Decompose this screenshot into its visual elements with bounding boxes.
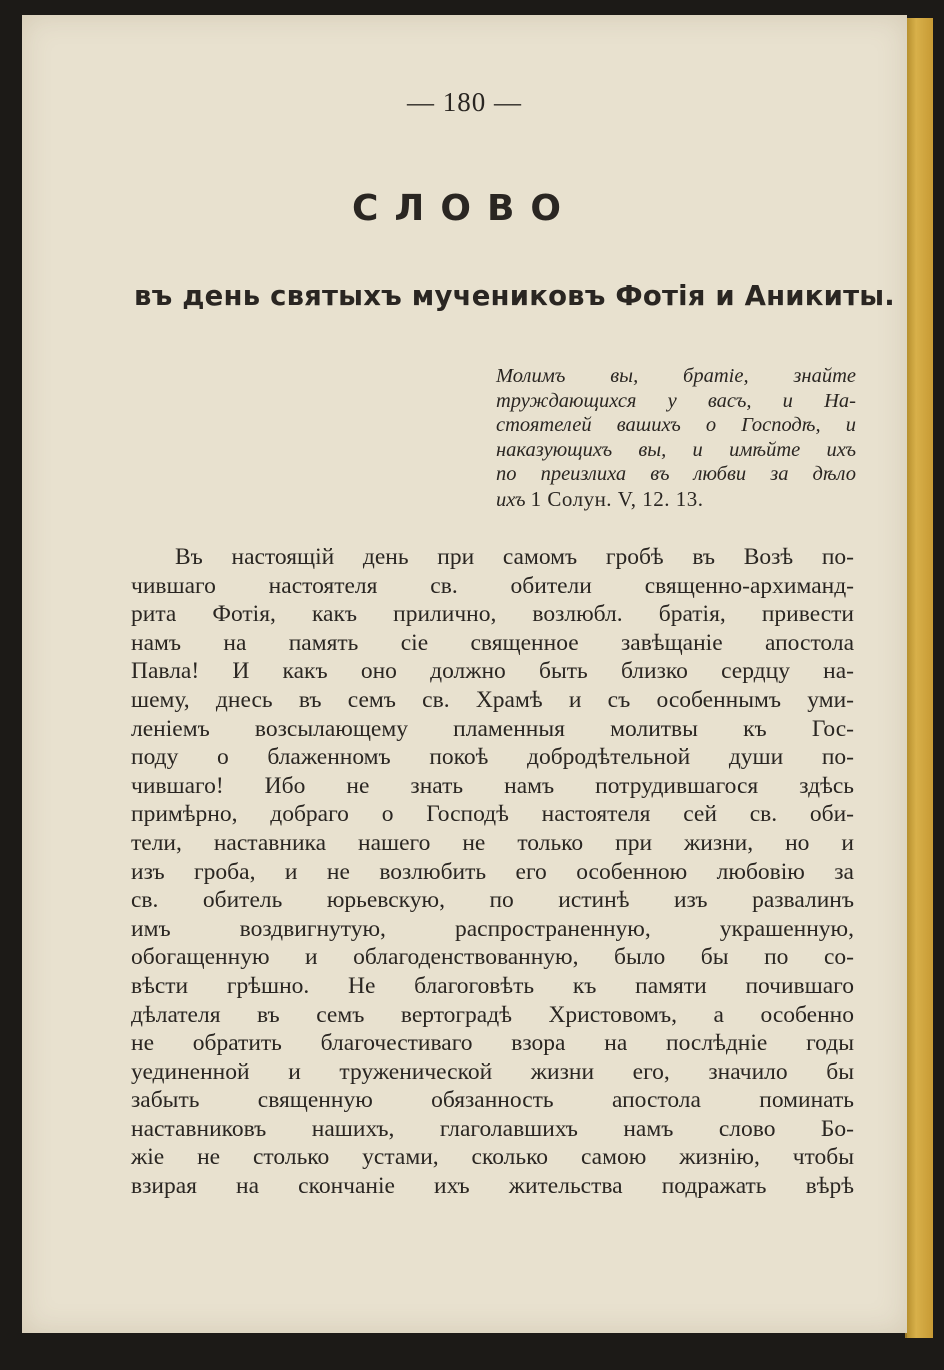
body-text [131,543,854,1201]
page-number: — 180 — [407,87,522,117]
epigraph-line: по преизлиха въ любви за дѣло [496,463,856,485]
body-line: шему, днесь въ семъ св. Храмѣ и съ особеннымъ уми- [131,686,854,713]
body-line: чившаго настоятеля св. обители священно-архиманд- [131,572,854,599]
scripture-reference: 1 Солун. V, 12. 13. [530,486,704,511]
epigraph-line: наказующихъ вы, и имѣйте ихъ [496,438,856,461]
body-line: имъ воздвигнутую, распространенную, украшенную, [131,915,854,942]
body-line: не обратить благочестиваго взора на послѣдніе годы [131,1030,854,1057]
book-page [22,15,907,1333]
body-line: Въ настоящій день при самомъ гробѣ въ Возѣ по- [175,544,854,570]
epigraph-line: стоятелей вашихъ о Господѣ, и [496,414,856,436]
body-line: дѣлателя въ семъ вертоградѣ Христовомъ, а особенно [131,1001,854,1028]
body-line: жіе не столько устами, сколько самою жизнію, чтобы [131,1144,854,1171]
epigraph-line: Молимъ вы, братіе, знайте [496,365,856,387]
sermon-title: СЛОВО [352,188,577,229]
epigraph-line: труждающихся у васъ, и На- [496,389,856,412]
body-line: уединенной и труженической жизни его, значило бы [131,1058,854,1085]
epigraph-last-line [496,487,856,513]
sermon-subtitle: въ день святыхъ мучениковъ Фотія и Аникиты. [134,280,895,312]
body-line: леніемъ возсылающему пламенныя молитвы къ Гос- [131,715,854,742]
body-line: Павла! И какъ оно должно быть близко сердцу на- [131,658,854,685]
body-line: рита Фотія, какъ прилично, возлюбл. братія, привести [131,601,854,628]
body-line: примѣрно, добраго о Господѣ настоятеля сей св. оби- [131,801,854,828]
body-line: наставниковъ нашихъ, глаголавшихъ намъ слово Бо- [131,1115,854,1142]
body-line: вѣсти грѣшно. Не благоговѣть къ памяти почившаго [131,972,854,999]
page-edge [905,18,933,1338]
epigraph [496,364,856,512]
body-line: забыть священную обязанность апостола поминать [131,1087,854,1114]
body-line: намъ на память сіе священное завѣщаніе апостола [131,629,854,656]
body-line: обогащенную и облагоденствованную, было бы по со- [131,944,854,971]
body-line: св. обитель юрьевскую, по истинѣ изъ развалинъ [131,887,854,914]
body-line: взирая на скончаніе ихъ жительства подражать вѣрѣ [131,1173,854,1200]
body-line: тели, наставника нашего не только при жизни, но и [131,829,854,856]
epigraph-last-words: ихъ [496,488,526,511]
body-line: изъ гроба, и не возлюбить его особенною любовію за [131,858,854,885]
body-line: чившаго! Ибо не знать намъ потрудившагося здѣсь [131,772,854,799]
body-line: поду о блаженномъ покоѣ добродѣтельной души по- [131,744,854,771]
